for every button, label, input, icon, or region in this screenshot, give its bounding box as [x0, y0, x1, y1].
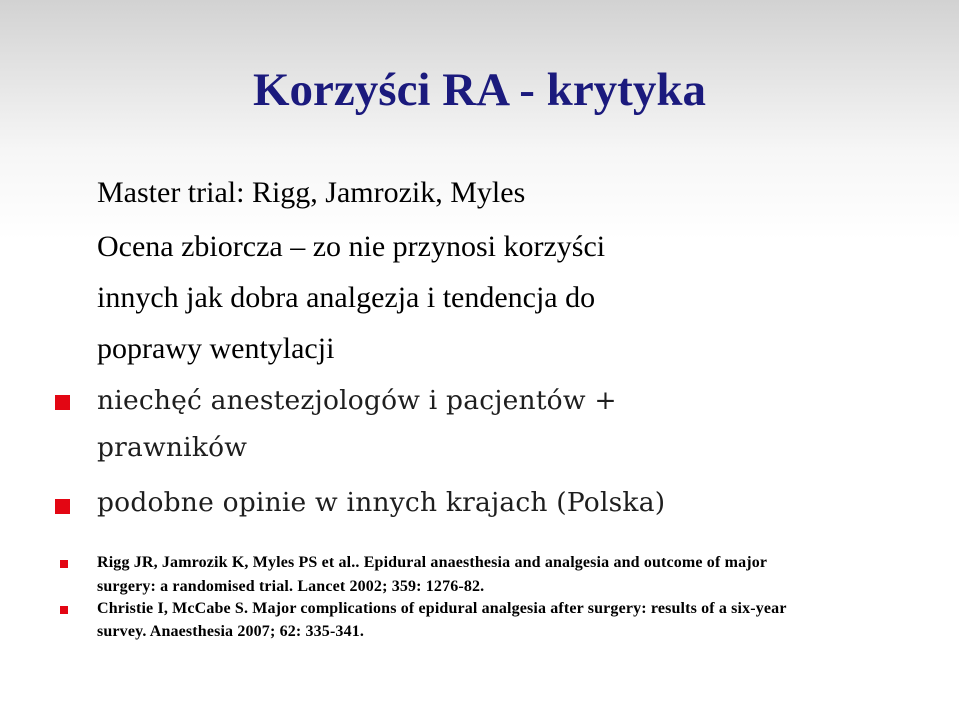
reference-line: Rigg JR, Jamrozik K, Myles PS et al.. Epidural anaesthesia and analgesia and outcome of major	[97, 554, 768, 571]
paragraph-line: Ocena zbiorcza – zo nie przynosi korzyści	[97, 230, 606, 263]
reference-line: Christie I, McCabe S. Major complications of epidural analgesia after surgery: results of a six-year	[97, 600, 787, 617]
paragraph-line: innych jak dobra analgezja i tendencja do	[97, 281, 596, 314]
paragraph-line: poprawy wentylacji	[97, 332, 335, 365]
bullet-line: prawników	[97, 432, 248, 463]
square-bullet-icon	[60, 560, 68, 568]
bullet-line: niechęć anestezjologów i pacjentów +	[97, 385, 617, 416]
bullet-line: podobne opinie w innych krajach (Polska)	[97, 487, 666, 518]
reference-line: surgery: a randomised trial. Lancet 2002; 359: 1276-82.	[97, 578, 485, 595]
paragraph-master-trial: Master trial: Rigg, Jamrozik, Myles	[97, 176, 526, 209]
slide-title: Korzyści RA - krytyka	[253, 64, 706, 116]
square-bullet-icon	[55, 499, 70, 514]
reference-line: survey. Anaesthesia 2007; 62: 335-341.	[97, 623, 365, 640]
square-bullet-icon	[60, 606, 68, 614]
square-bullet-icon	[55, 395, 70, 410]
